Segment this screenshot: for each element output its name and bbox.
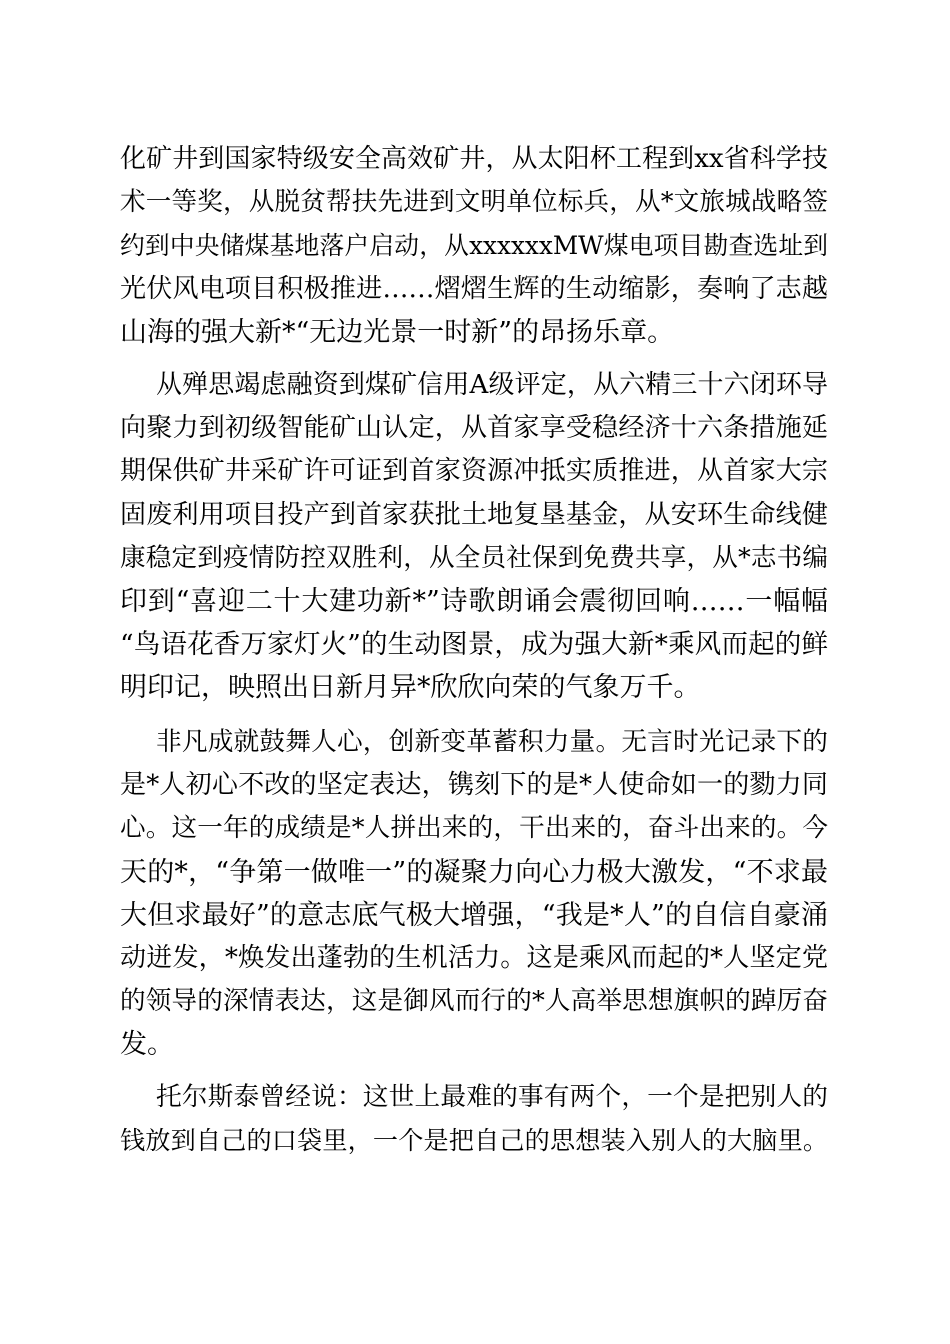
paragraph-line: 术一等奖，从脱贫帮扶先进到文明单位标兵，从*文旅城战略签 bbox=[120, 187, 828, 218]
paragraph-line: 康稳定到疫情防控双胜利，从全员社保到免费共享，从*志书编 bbox=[120, 542, 828, 573]
paragraph-line: 固废利用项目投产到首家获批土地复垦基金，从安环生命线健 bbox=[120, 499, 828, 530]
paragraph-line: 山海的强大新*“无边光景一时新”的昂扬乐章。 bbox=[120, 316, 675, 348]
paragraph-4 bbox=[120, 1076, 828, 1162]
paragraph-line: “鸟语花香万家灯火”的生动图景，成为强大新*乘风而起的鲜 bbox=[120, 629, 828, 661]
paragraph-line: 期保供矿井采矿许可证到首家资源冲抵实质推进，从首家大宗 bbox=[120, 456, 828, 487]
paragraph-line: 是*人初心不改的坚定表达，镌刻下的是*人使命如一的勠力同 bbox=[120, 770, 828, 801]
paragraph-line: 天的*，“争第一做唯一”的凝聚力向心力极大激发，“不求最 bbox=[120, 856, 828, 888]
paragraph-line: 向聚力到初级智能矿山认定，从首家享受稳经济十六条措施延 bbox=[120, 413, 828, 444]
paragraph-3 bbox=[120, 721, 828, 1067]
paragraph-line: 印到“喜迎二十大建功新*”诗歌朗诵会震彻回响……一幅幅 bbox=[120, 585, 828, 617]
paragraph-1 bbox=[120, 138, 828, 354]
paragraph-line: 发。 bbox=[120, 1029, 174, 1061]
paragraph-line: 从殚思竭虑融资到煤矿信用A级评定，从六精三十六闭环导 bbox=[156, 370, 828, 400]
paragraph-2 bbox=[120, 364, 828, 710]
paragraph-line: 托尔斯泰曾经说：这世上最难的事有两个，一个是把别人的 bbox=[156, 1082, 828, 1112]
paragraph-line: 化矿井到国家特级安全高效矿井，从太阳杯工程到xx省科学技 bbox=[120, 144, 828, 174]
paragraph-line: 光伏风电项目积极推进……熠熠生辉的生动缩影，奏响了志越 bbox=[120, 273, 828, 304]
paragraph-line: 约到中央储煤基地落户启动，从xxxxxxMW煤电项目勘查选址到 bbox=[120, 231, 828, 261]
paragraph-line: 大但求最好”的意志底气极大增强，“我是*人”的自信自豪涌 bbox=[120, 899, 828, 931]
paragraph-line: 钱放到自己的口袋里，一个是把自己的思想装入别人的大脑里。 bbox=[120, 1126, 828, 1156]
paragraph-line: 非凡成就鼓舞人心，创新变革蓄积力量。无言时光记录下的 bbox=[156, 727, 828, 757]
paragraph-line: 明印记，映照出日新月异*欣欣向荣的气象万千。 bbox=[120, 672, 701, 704]
paragraph-line: 的领导的深情表达，这是御风而行的*人高举思想旗帜的踔厉奋 bbox=[120, 986, 828, 1017]
paragraph-line: 动迸发，*焕发出蓬勃的生机活力。这是乘风而起的*人坚定党 bbox=[120, 942, 828, 973]
paragraph-line: 心。这一年的成绩是*人拼出来的，干出来的，奋斗出来的。今 bbox=[120, 813, 828, 844]
